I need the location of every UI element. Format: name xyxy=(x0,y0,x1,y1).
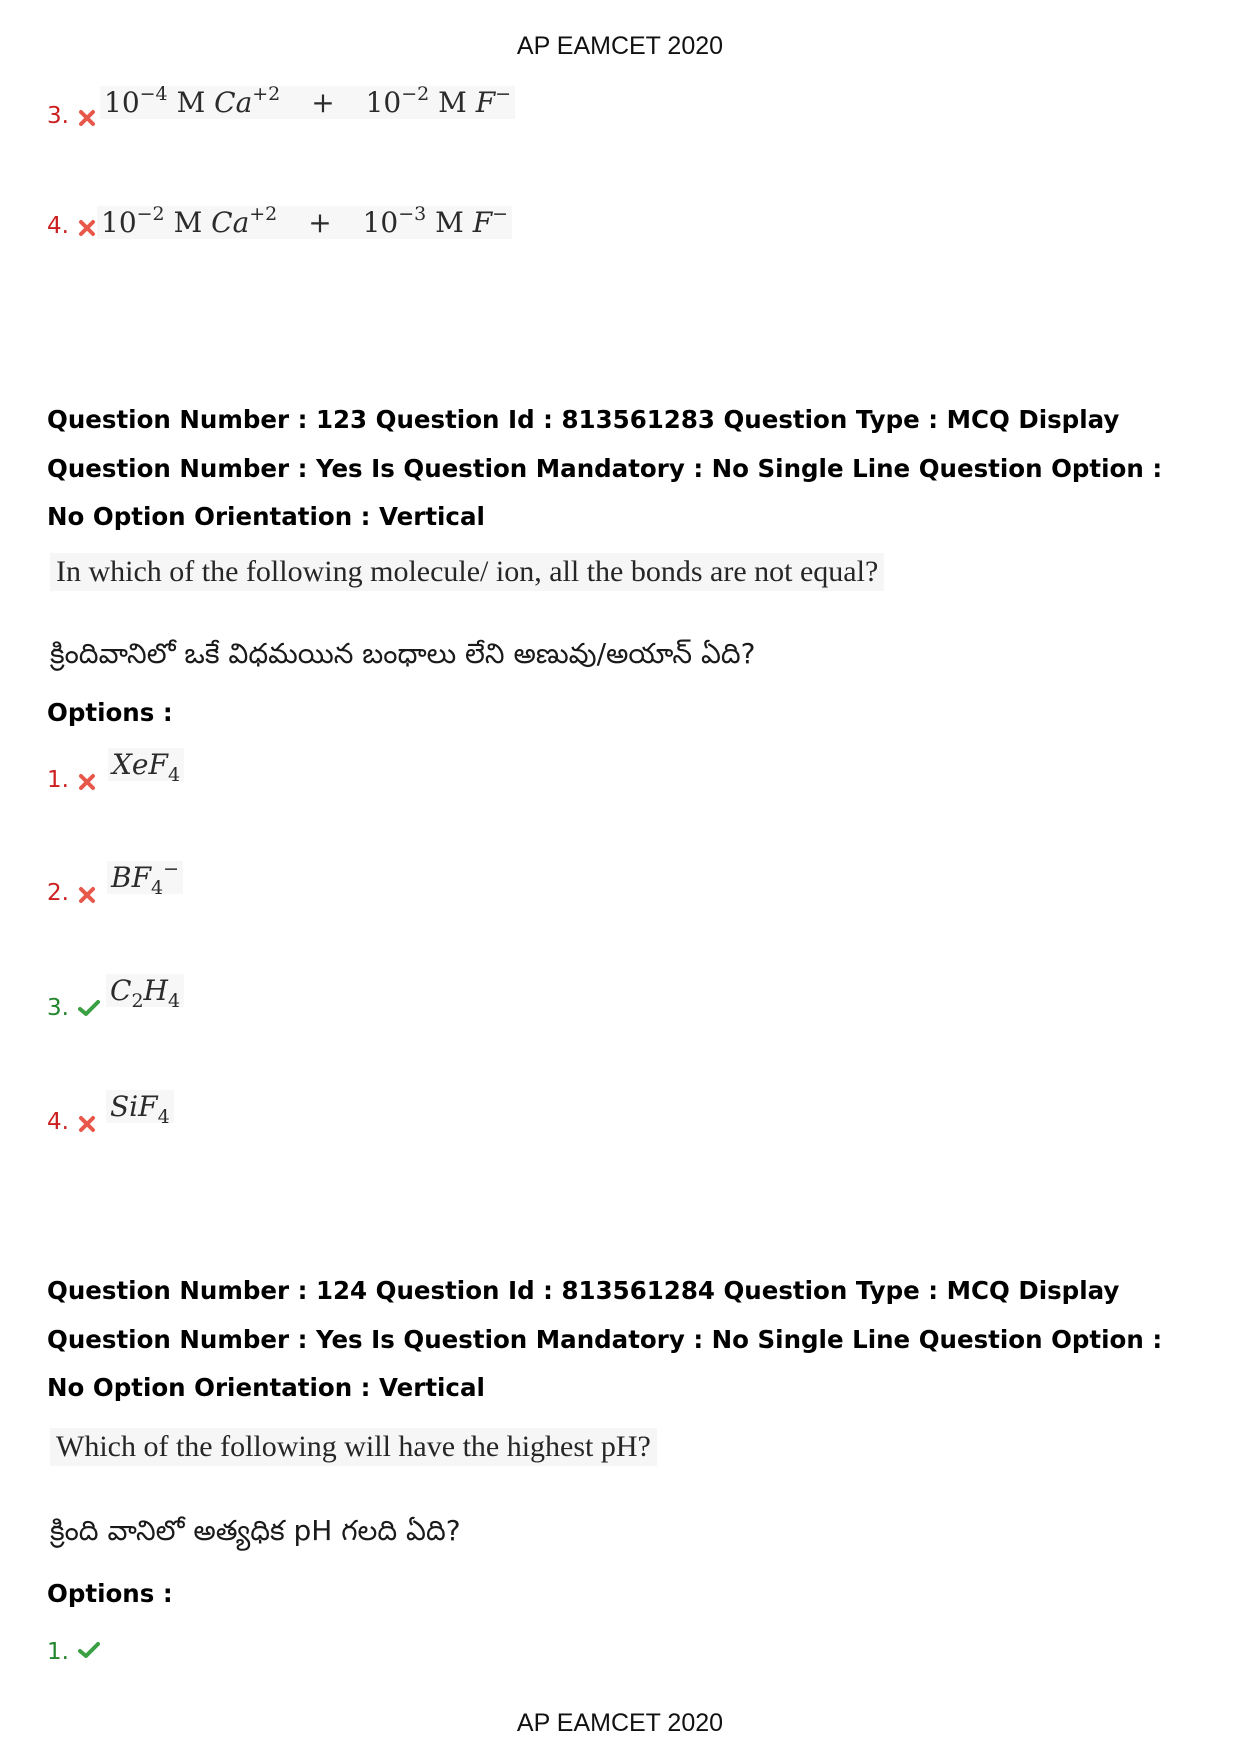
option-prev-3-formula: $10^{-4}$ M $Ca^{+2} + 10^{-2}$ M F− xyxy=(100,86,515,119)
question-124-text-telugu: క్రింది వానిలో అత్యధిక pH గలది ఏది? xyxy=(50,1514,461,1547)
cross-icon xyxy=(78,773,96,791)
option-number: 1. xyxy=(47,767,69,793)
page-header: AP EAMCET 2020 xyxy=(516,32,724,60)
option-number: 1. xyxy=(47,1639,69,1665)
check-icon xyxy=(78,1641,100,1659)
question-123-options-label: Options : xyxy=(47,698,173,727)
option-number: 4. xyxy=(47,1109,69,1135)
check-icon xyxy=(78,999,100,1017)
option-number: 3. xyxy=(47,103,69,129)
question-123-option-2-formula: $BF_4^-$ xyxy=(107,861,183,894)
page-footer: AP EAMCET 2020 xyxy=(516,1709,724,1737)
cross-icon xyxy=(78,1115,96,1133)
question-123-option-3-formula: $C_2H_4$ xyxy=(106,974,184,1007)
question-124-options-label: Options : xyxy=(47,1579,173,1608)
question-124-meta: Question Number : 124 Question Id : 813561284 Question Type : MCQ Display Question Number : Yes Is Question Mandatory : No Single Line Question Option : No Option Orientation : Vertical xyxy=(47,1276,1163,1402)
option-prev-4-formula: $10^{-2}$ M $Ca^{+2} + 10^{-3}$ M F− xyxy=(97,206,512,239)
question-123-meta: Question Number : 123 Question Id : 813561283 Question Type : MCQ Display Question Number : Yes Is Question Mandatory : No Single Line Question Option : No Option Orientation : Vertical xyxy=(47,405,1163,531)
option-number: 3. xyxy=(47,995,69,1021)
option-number: 2. xyxy=(47,880,69,906)
question-123-text-english: In which of the following molecule/ ion, all the bonds are not equal? xyxy=(50,553,884,591)
question-123-text-telugu: క్రిందివానిలో ఒకే విధమయిన బంధాలు లేని అణువు/అయాన్ ఏది? xyxy=(50,637,756,670)
question-124-text-english: Which of the following will have the highest pH? xyxy=(50,1428,657,1466)
cross-icon xyxy=(78,886,96,904)
option-number: 4. xyxy=(47,213,69,239)
cross-icon xyxy=(78,219,96,237)
question-123-option-1-formula: XeF$_4$ xyxy=(108,748,184,781)
question-123-option-4-formula: SiF$_4$ xyxy=(106,1090,174,1123)
cross-icon xyxy=(78,109,96,127)
